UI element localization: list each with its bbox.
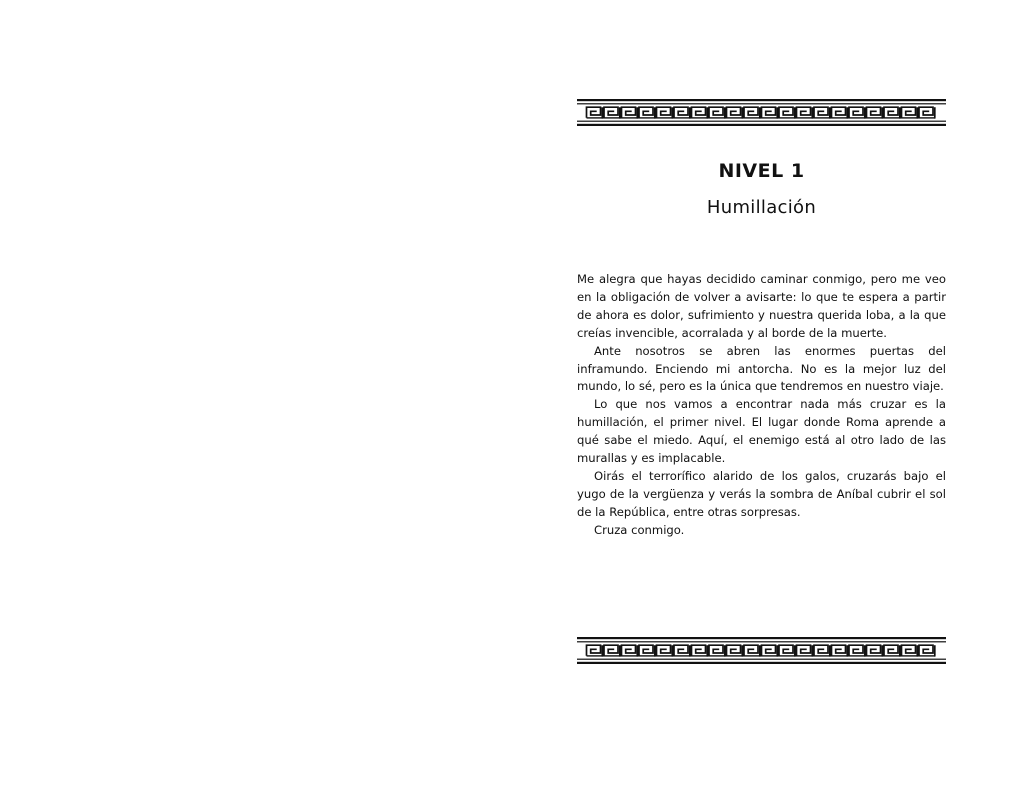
chapter-number: NIVEL 1 bbox=[718, 160, 805, 182]
chapter-title: Humillación bbox=[706, 197, 817, 218]
paragraph-5: Cruza conmigo. bbox=[594, 522, 685, 537]
paragraph-3: Lo que nos vamos a encontrar nada más cruzar es la humillación, el primer nivel. El lugar donde Roma aprende a qué sabe el miedo. Aquí, el enemigo está al otro lado de las murallas y es implacable. bbox=[577, 397, 946, 466]
chapter-body bbox=[577, 271, 946, 540]
paragraph-2: Ante nosotros se abren las enormes puertas del inframundo. Enciendo mi antorcha. No es la mejor luz del mundo, lo sé, pero es la única que tendremos en nuestro viaje. bbox=[577, 343, 946, 394]
chapter-heading bbox=[577, 158, 946, 220]
greek-key-border-bottom-icon bbox=[577, 637, 946, 664]
paragraph-1: Me alegra que hayas decidido caminar conmigo, pero me veo en la obligación de volver a avisarte: lo que te espera a partir de ahora es dolor, sufrimiento y nuestra querida loba, a la que creías invencible, acorralada y al borde de la muerte. bbox=[577, 272, 946, 340]
greek-key-border-top-icon bbox=[577, 99, 946, 126]
paragraph-4: Oirás el terrorífico alarido de los galos, cruzarás bajo el yugo de la vergüenza y verás la sombra de Aníbal cubrir el sol de la República, entre otras sorpresas. bbox=[577, 468, 946, 519]
